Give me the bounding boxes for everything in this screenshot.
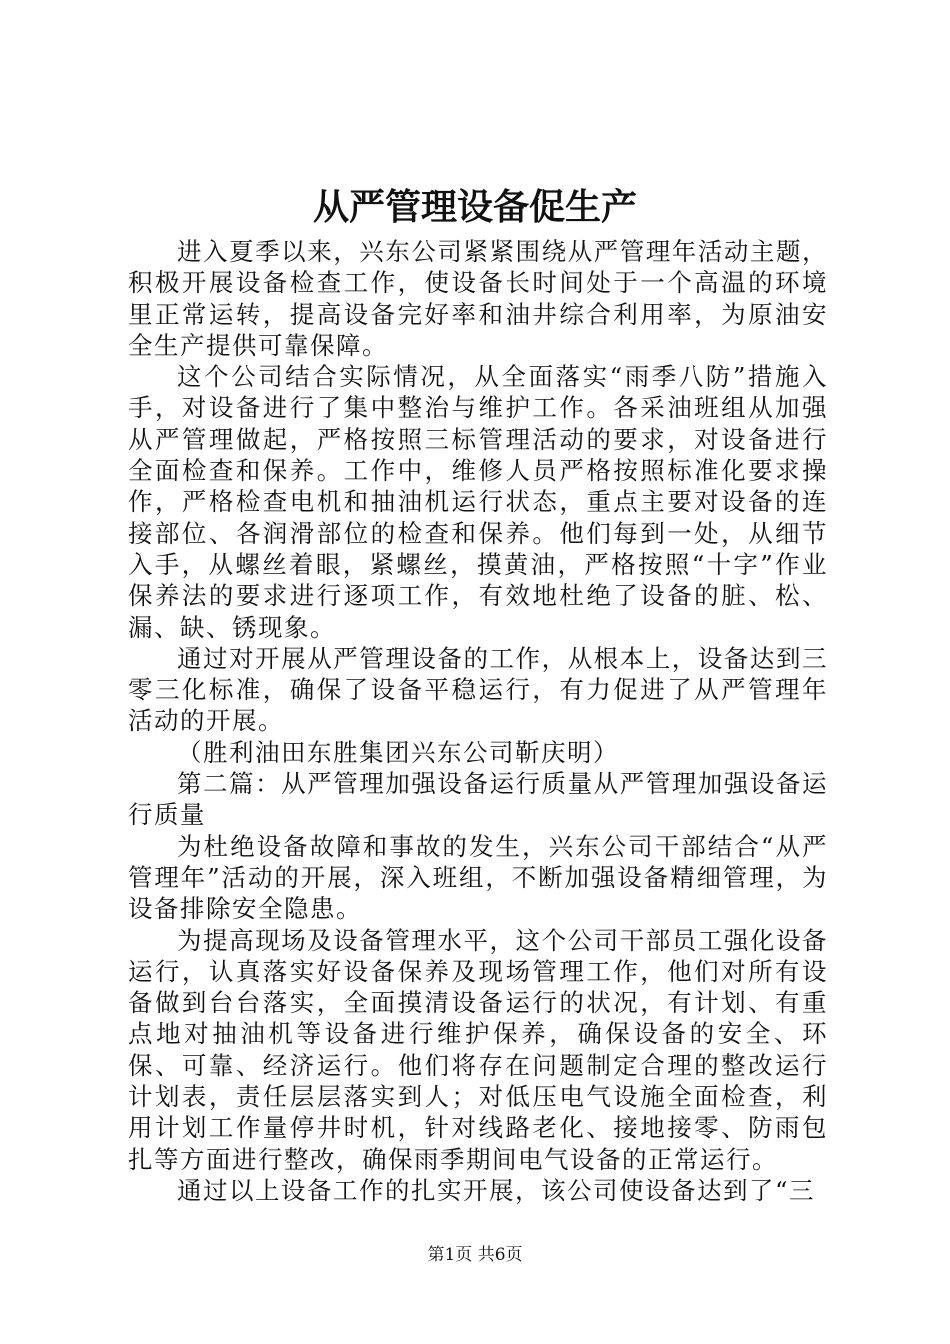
paragraph-6: 为杜绝设备故障和事故的发生，兴东公司干部结合“从严管理年”活动的开展，深入班组，不断加强设备精细管理，为设备排除安全隐患。 (128, 831, 828, 924)
paragraph-3: 通过对开展从严管理设备的工作，从根本上，设备达到三零三化标准，确保了设备平稳运行，有力促进了从严管理年活动的开展。 (128, 643, 828, 736)
document-title: 从严管理设备促生产 (312, 186, 637, 228)
paragraph-8: 通过以上设备工作的扎实开展，该公司使设备达到了“三 (177, 1175, 816, 1205)
document-body (128, 236, 828, 1206)
section-heading: 第二篇：从严管理加强设备运行质量从严管理加强设备运行质量 (128, 769, 828, 830)
paragraph-1: 进入夏季以来，兴东公司紧紧围绕从严管理年活动主题，积极开展设备检查工作，使设备长时间处于一个高温的环境里正常运转，提高设备完好率和油井综合利用率，为原油安全生产提供可靠保障。 (128, 237, 828, 360)
author-attribution: （胜利油田东胜集团兴东公司靳庆明） (177, 737, 619, 767)
page-number-footer: 第1页 共6页 (427, 1245, 523, 1265)
paragraph-7: 为提高现场及设备管理水平，这个公司干部员工强化设备运行，认真落实好设备保养及现场管理工作，他们对所有设备做到台台落实，全面摸清设备运行的状况，有计划、有重点地对抽油机等设备进行维护保养，确保设备的安全、环保、可靠、经济运行。他们将存在问题制定合理的整改运行计划表，责任层层落实到人；对低压电气设施全面检查，利用计划工作量停井时机，针对线路老化、接地接零、防雨包扎等方面进行整改，确保雨季期间电气设备的正常运行。 (128, 925, 828, 1174)
paragraph-2: 这个公司结合实际情况，从全面落实“雨季八防”措施入手，对设备进行了集中整治与维护工作。各采油班组从加强从严管理做起，严格按照三标管理活动的要求，对设备进行全面检查和保养。工作中，维修人员严格按照标准化要求操作，严格检查电机和抽油机运行状态，重点主要对设备的连接部位、各润滑部位的检查和保养。他们每到一处，从细节入手，从螺丝着眼，紧螺丝，摸黄油，严格按照“十字”作业保养法的要求进行逐项工作，有效地杜绝了设备的脏、松、漏、缺、锈现象。 (128, 362, 828, 642)
